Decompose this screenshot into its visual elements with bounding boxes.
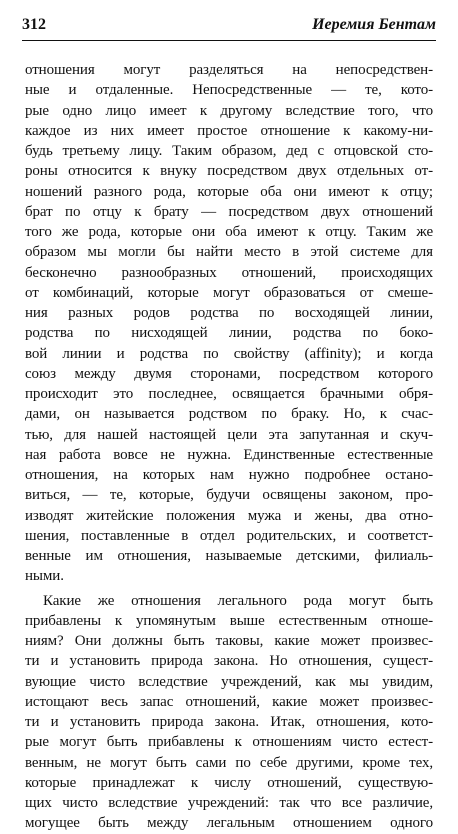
text-line: ная работа вовсе не нужна. Единственные естественные xyxy=(25,446,433,463)
text-line: изводят житейские положения мужа и жены, два отно- xyxy=(25,507,433,524)
text-line: ношений разного рода, которые оба они имеют к отцу; xyxy=(25,183,433,200)
text-line: венные им отношения, называемые детскими, филиаль- xyxy=(25,548,433,564)
text-line: ные и отдаленные. Непосредственные — те, кото- xyxy=(25,82,433,99)
text-line: каждое из них имеет простое отношение к какому-ни- xyxy=(25,122,433,139)
text-line: венным, не могут быть сами по себе другими, кроме тех, xyxy=(25,754,433,771)
running-title: Иеремия Бентам xyxy=(312,16,436,33)
page-header xyxy=(22,15,436,43)
text-line: рые могут быть прибавлены к отношениям чисто естест- xyxy=(25,734,433,751)
text-line: вующие чисто вследствие учреждений, как мы увидим, xyxy=(25,673,433,690)
page-number: 312 xyxy=(22,16,46,33)
text-line: будь третьему лицу. Таким образом, дед с отцовской сто- xyxy=(25,143,433,159)
text-line: родства по нисходящей линии, родства по боко- xyxy=(25,325,433,342)
text-line: отношения могут разделяться на непосредствен- xyxy=(25,62,433,78)
text-line: вой линии и родства по свойству (affinity); и когда xyxy=(25,345,433,362)
text-line: ными. xyxy=(25,568,64,585)
text-line: ти и установить природа закона. Итак, отношения, кото- xyxy=(25,714,433,730)
body-text xyxy=(25,60,433,834)
text-line: союз между двумя сторонами, посредством которого xyxy=(25,365,433,382)
text-line: происходит это последнее, освящается брачными обря- xyxy=(25,386,433,402)
text-line: виться, — те, которые, будучи освящены законом, про- xyxy=(25,487,433,504)
text-line: отношения, на которых нам нужно подробнее останo- xyxy=(25,467,433,483)
text-line: ниям? Они должны быть таковы, какие может произвес- xyxy=(25,633,433,649)
paragraph-2 xyxy=(25,591,433,834)
text-line: от комбинаций, которые могут образоваться от смеше- xyxy=(25,284,433,301)
text-line: ти и установить природа закона. Но отношения, сущест- xyxy=(25,653,433,670)
text-line: Какие же отношения легального рода могут быть xyxy=(43,592,433,609)
text-line: дами, он называется родством по браку. Но, к счас- xyxy=(25,406,433,423)
text-line: брат по отцу к брату — посредством двух отношений xyxy=(25,203,433,220)
text-line: роны относится к внуку посредством двух отдельных от- xyxy=(25,163,433,180)
text-line: того же рода, которые они оба имеют к отцу. Таким же xyxy=(25,224,433,240)
text-line: которые принадлежат к числу отношений, существую- xyxy=(25,774,433,791)
header-rule xyxy=(22,40,436,41)
text-line: ния разных родов родства по восходящей линии, xyxy=(25,305,433,321)
text-line: рые одно лицо имеет к другому вследствие того, что xyxy=(25,102,433,119)
text-line: шения, поставленные в отдел родительских, и соответст- xyxy=(25,527,433,544)
text-line: щих чисто вследствие учреждений: так что все различие, xyxy=(25,795,433,811)
text-line: могущее быть между легальным отношением одного xyxy=(25,815,433,832)
paragraph-1 xyxy=(25,60,433,587)
text-line: бесконечно разнообразных отношений, происходящих xyxy=(25,264,433,281)
text-line: образом мы могли бы найти место в этой системе для xyxy=(25,244,433,261)
text-line: тью, для нашей настоящей цели эта запутанная и скуч- xyxy=(25,426,433,443)
text-line: прибавлены к упомянутым выше естественным отноше- xyxy=(25,612,433,629)
text-line: истощают весь запас отношений, какие может произвес- xyxy=(25,693,433,710)
